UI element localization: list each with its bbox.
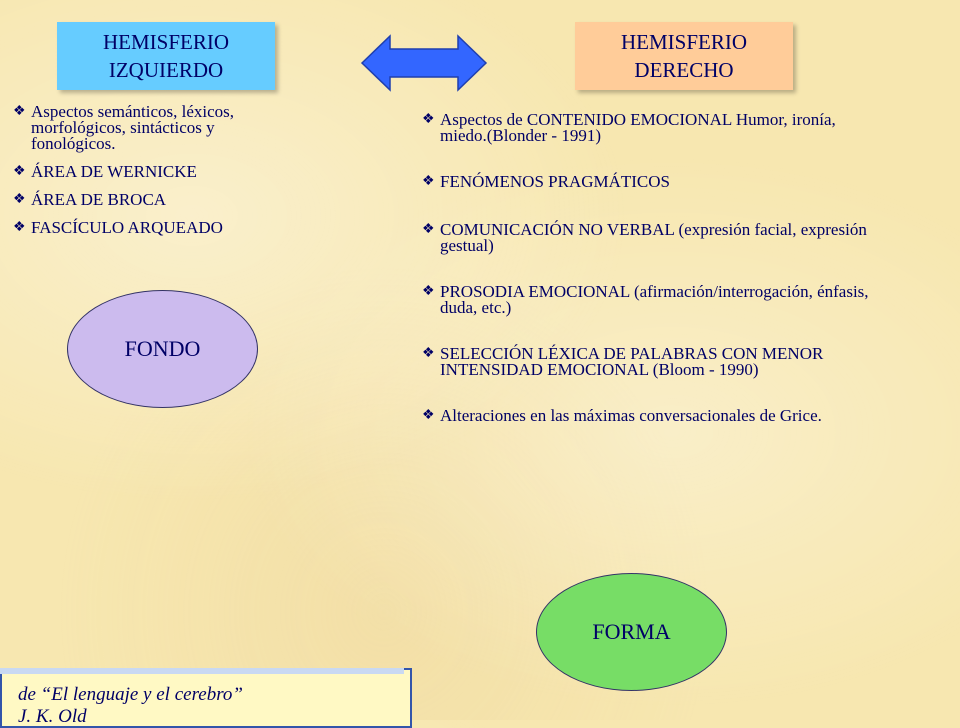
left-hemisphere-list	[13, 104, 291, 248]
left-header-line1: HEMISFERIO	[102, 30, 229, 54]
diamond-bullet-icon: ❖	[422, 408, 435, 423]
diamond-bullet-icon: ❖	[13, 164, 26, 179]
list-item: ❖ Aspectos semánticos, léxicos, morfológicos, sintácticos y fonológicos.	[13, 102, 235, 153]
diamond-bullet-icon: ❖	[13, 104, 26, 119]
list-item: ❖ Aspectos de CONTENIDO EMOCIONAL Humor, ironía, miedo.(Blonder - 1991)	[422, 110, 836, 145]
right-hemisphere-header	[575, 22, 793, 90]
forma-ellipse	[536, 573, 727, 691]
diamond-bullet-icon: ❖	[422, 346, 435, 361]
fondo-ellipse	[67, 290, 258, 408]
reference-box-shadow	[0, 668, 404, 674]
list-item: ❖ PROSODIA EMOCIONAL (afirmación/interrogación, énfasis, duda, etc.)	[422, 282, 869, 317]
list-item: ❖ FASCÍCULO ARQUEADO	[13, 218, 223, 237]
list-item: ❖ Alteraciones en las máximas conversacionales de Grice.	[422, 406, 822, 425]
right-hemisphere-list	[422, 112, 882, 454]
diamond-bullet-icon: ❖	[422, 112, 435, 127]
reference-line1: de “El lenguaje y el cerebro”	[18, 684, 243, 705]
list-item: ❖ COMUNICACIÓN NO VERBAL (expresión facial, expresión gestual)	[422, 220, 867, 255]
diamond-bullet-icon: ❖	[422, 222, 435, 237]
forma-label: FORMA	[592, 619, 671, 644]
right-header-line2: DERECHO	[634, 58, 734, 82]
reference-box	[0, 668, 412, 728]
diamond-bullet-icon: ❖	[422, 284, 435, 299]
reference-line2: J. K. Old	[18, 706, 87, 727]
left-header-line2: IZQUIERDO	[108, 58, 224, 82]
list-item: ❖ ÁREA DE WERNICKE	[13, 162, 197, 181]
list-item: ❖ FENÓMENOS PRAGMÁTICOS	[422, 172, 671, 191]
list-item: ❖ ÁREA DE BROCA	[13, 190, 167, 209]
fondo-label: FONDO	[124, 336, 201, 361]
diamond-bullet-icon: ❖	[13, 192, 26, 207]
left-hemisphere-header	[57, 22, 275, 90]
diamond-bullet-icon: ❖	[13, 220, 26, 235]
list-item: ❖ SELECCIÓN LÉXICA DE PALABRAS CON MENOR INTENSIDAD EMOCIONAL (Bloom - 1990)	[422, 344, 824, 379]
diamond-bullet-icon: ❖	[422, 174, 435, 189]
double-arrow-icon	[360, 34, 488, 92]
right-header-line1: HEMISFERIO	[620, 30, 747, 54]
